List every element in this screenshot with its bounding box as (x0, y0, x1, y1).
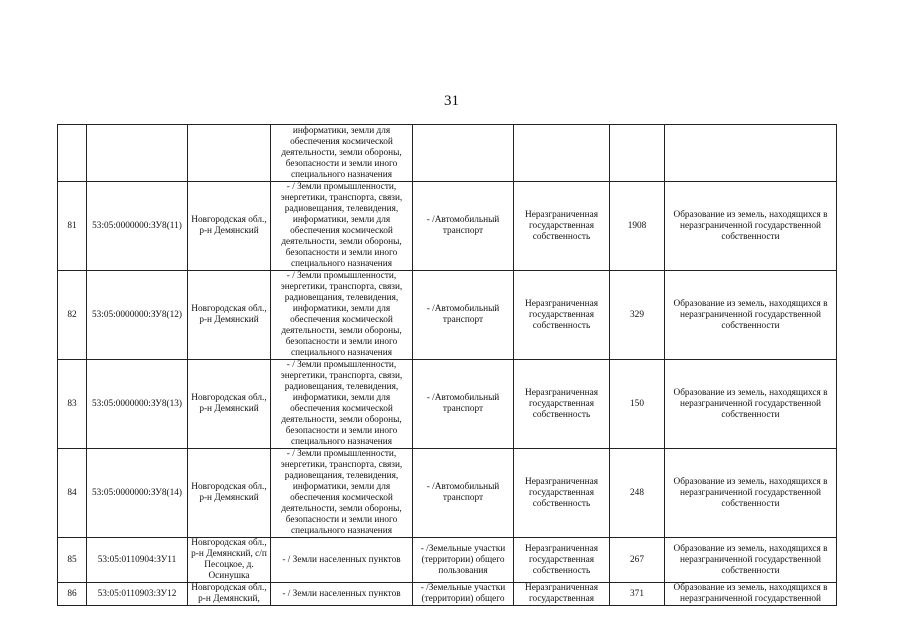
cell-method: Образование из земель, находящихся в неразграниченной государственной собственности (665, 538, 837, 583)
cell-cadastral: 53:05:0110904:ЗУ11 (87, 538, 188, 583)
cell-use: - /Земельные участки (территории) общего пользования (413, 538, 514, 583)
cell-num: 82 (58, 271, 87, 360)
cell-ownership: Неразграниченная государственная собственность (514, 449, 610, 538)
page-number: 31 (444, 93, 459, 109)
cell-area: 248 (610, 449, 665, 538)
cell-location: Новгородская обл., р-н Демянский (188, 182, 271, 271)
land-plots-table (57, 124, 837, 606)
cell-category: - / Земли промышленности, энергетики, транспорта, связи, радиовещания, телевидения, информатики, земли для обеспечения космической деятельности, земли обороны, безопасности и земли иного специального назначения (271, 271, 413, 360)
cell-cadastral: 53:05:0000000:ЗУ8(13) (87, 360, 188, 449)
table-row (58, 271, 837, 360)
cell-location: Новгородская обл., р-н Демянский, (188, 583, 271, 606)
cell-ownership: Неразграниченная государственная собственность (514, 360, 610, 449)
cell-method: Образование из земель, находящихся в неразграниченной государственной собственности (665, 182, 837, 271)
table-row (58, 583, 837, 606)
cell-area: 329 (610, 271, 665, 360)
table-row (58, 449, 837, 538)
cell-num: 81 (58, 182, 87, 271)
cell-location: Новгородская обл., р-н Демянский (188, 360, 271, 449)
cell-ownership: Неразграниченная государственная собственность (514, 182, 610, 271)
cell-method: Образование из земель, находящихся в неразграниченной государственной (665, 583, 837, 606)
cell-location: Новгородская обл., р-н Демянский (188, 449, 271, 538)
cell-ownership: Неразграниченная государственная (514, 583, 610, 606)
cell-category: - / Земли населенных пунктов (271, 583, 413, 606)
cell-num: 84 (58, 449, 87, 538)
cell-method: Образование из земель, находящихся в неразграниченной государственной собственности (665, 449, 837, 538)
table-row (58, 182, 837, 271)
cell-ownership: Неразграниченная государственная собственность (514, 271, 610, 360)
table-row-continuation (58, 125, 837, 182)
cell-num: 83 (58, 360, 87, 449)
cell-use: - /Земельные участки (территории) общего (413, 583, 514, 606)
cell-area: 150 (610, 360, 665, 449)
cell-area: 371 (610, 583, 665, 606)
category-text: информатики, земли для обеспечения космической деятельности, земли обороны, безопасности и земли иного специального назначения (281, 126, 402, 180)
cell-method: Образование из земель, находящихся в неразграниченной государственной собственности (665, 360, 837, 449)
cell-num: 85 (58, 538, 87, 583)
cell-area (610, 125, 665, 182)
cell-area: 1908 (610, 182, 665, 271)
table-row (58, 538, 837, 583)
cell-method (665, 125, 837, 182)
cell-use: - /Автомобильный транспорт (413, 271, 514, 360)
cell-area: 267 (610, 538, 665, 583)
cell-cadastral: 53:05:0000000:ЗУ8(14) (87, 449, 188, 538)
cell-category: - / Земли населенных пунктов (271, 538, 413, 583)
cell-category: - / Земли промышленности, энергетики, транспорта, связи, радиовещания, телевидения, информатики, земли для обеспечения космической деятельности, земли обороны, безопасности и земли иного специального назначения (271, 182, 413, 271)
cell-category: - / Земли промышленности, энергетики, транспорта, связи, радиовещания, телевидения, информатики, земли для обеспечения космической деятельности, земли обороны, безопасности и земли иного специального назначения (271, 360, 413, 449)
cell-category (271, 125, 413, 182)
cell-cadastral: 53:05:0110903:ЗУ12 (87, 583, 188, 606)
cell-method: Образование из земель, находящихся в неразграниченной государственной собственности (665, 271, 837, 360)
cell-location: Новгородская обл., р-н Демянский, с/п Песоцкое, д. Осинушка (188, 538, 271, 583)
cell-use: - /Автомобильный транспорт (413, 182, 514, 271)
cell-location (188, 125, 271, 182)
cell-num (58, 125, 87, 182)
cell-num: 86 (58, 583, 87, 606)
cell-use: - /Автомобильный транспорт (413, 360, 514, 449)
table-row (58, 360, 837, 449)
cell-ownership (514, 125, 610, 182)
cell-location: Новгородская обл., р-н Демянский (188, 271, 271, 360)
cell-use: - /Автомобильный транспорт (413, 449, 514, 538)
cell-ownership: Неразграниченная государственная собственность (514, 538, 610, 583)
cell-category: - / Земли промышленности, энергетики, транспорта, связи, радиовещания, телевидения, информатики, земли для обеспечения космической деятельности, земли обороны, безопасности и земли иного специального назначения (271, 449, 413, 538)
cell-cadastral: 53:05:0000000:ЗУ8(11) (87, 182, 188, 271)
cell-cadastral (87, 125, 188, 182)
cell-cadastral: 53:05:0000000:ЗУ8(12) (87, 271, 188, 360)
cell-use (413, 125, 514, 182)
